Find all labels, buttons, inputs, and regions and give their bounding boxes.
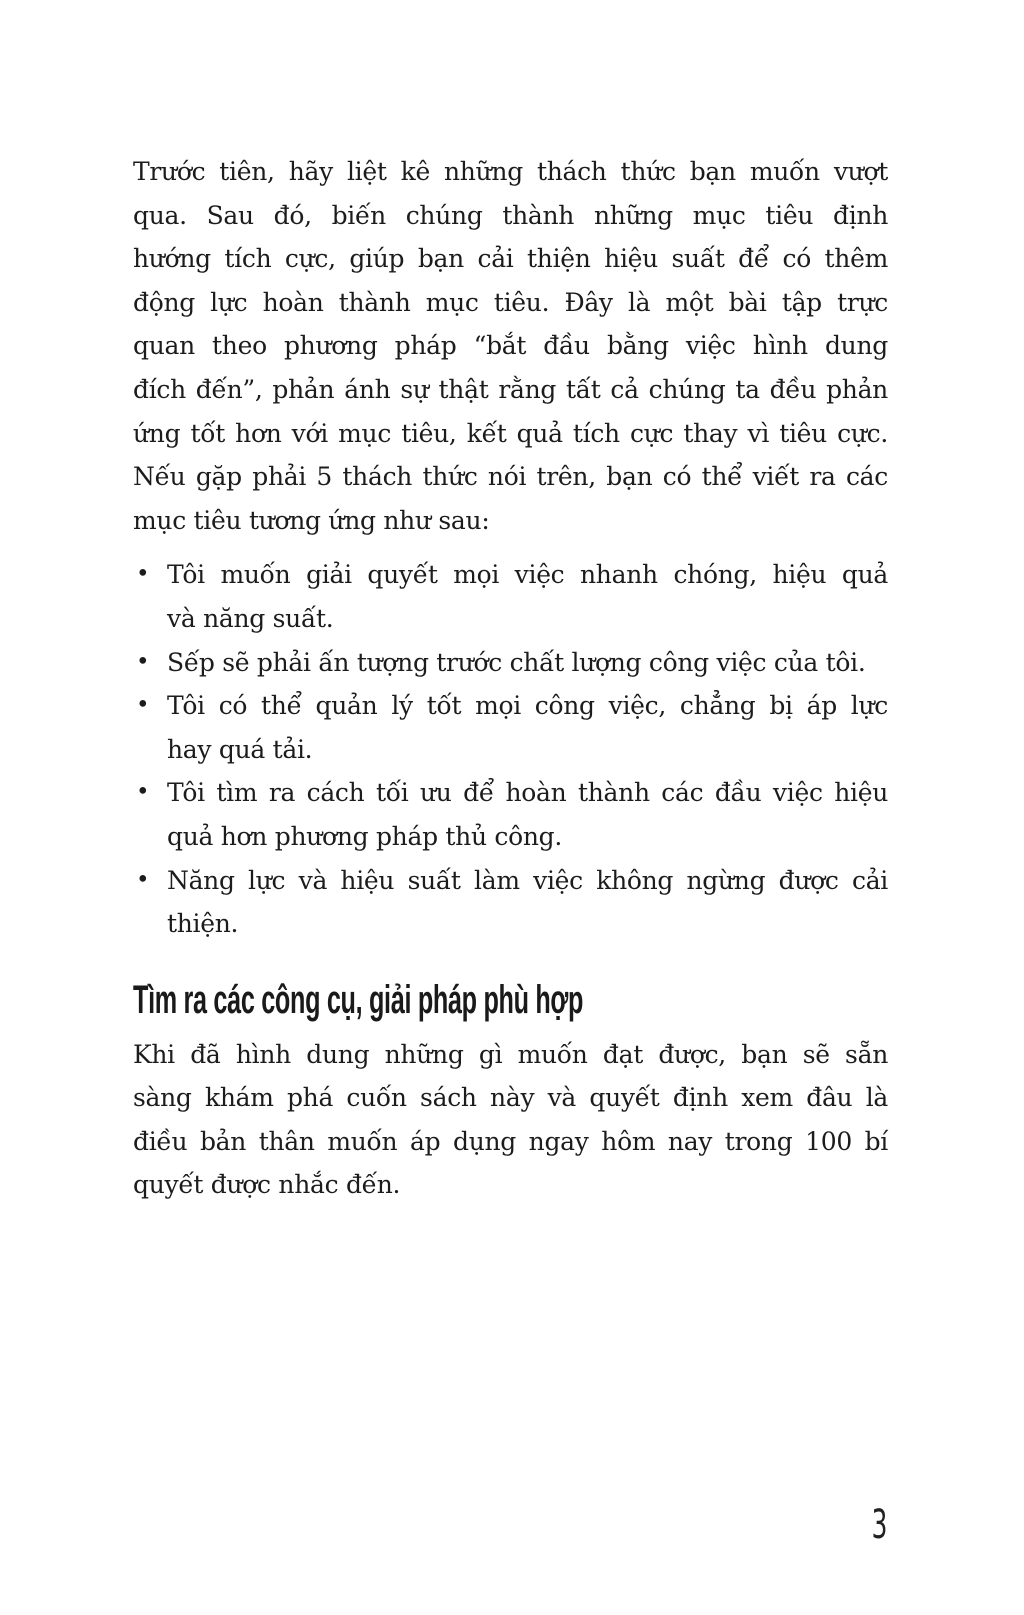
bullet-item [133, 684, 888, 771]
bullet-item [133, 553, 888, 640]
bullet-item [133, 859, 888, 946]
text-line: động lực hoàn thành mục tiêu. Đây là một bài tập trực [133, 287, 888, 317]
text-line: ứng tốt hơn với mục tiêu, kết quả tích cực thay vì tiêu cực. [133, 418, 888, 448]
goal-bullet-list [133, 553, 888, 945]
text-line: quả hơn phương pháp thủ công. [167, 821, 563, 851]
text-line: Sếp sẽ phải ấn tượng trước chất lượng công việc của tôi. [167, 647, 866, 677]
text-line: Tôi có thể quản lý tốt mọi công việc, chẳng bị áp lực [167, 691, 888, 721]
text-line: hay quá tải. [167, 734, 313, 764]
bullet-icon: • [136, 866, 150, 893]
text-line: quyết được nhắc đến. [133, 1170, 401, 1200]
bullet-icon: • [136, 779, 150, 806]
text-column [133, 0, 888, 1207]
text-line: mục tiêu tương ứng như sau: [133, 505, 490, 535]
bullet-icon: • [136, 648, 150, 675]
text-line: Trước tiên, hãy liệt kê những thách thức bạn muốn vượt [133, 157, 888, 186]
text-line: đích đến”, phản ánh sự thật rằng tất cả chúng ta đều phản [133, 374, 888, 404]
body-paragraph-1 [133, 150, 888, 542]
text-line: Tôi tìm ra cách tối ưu để hoàn thành các đầu việc hiệu [167, 778, 888, 808]
text-line: quan theo phương pháp “bắt đầu bằng việc hình dung [133, 331, 888, 361]
bullet-item [133, 771, 888, 858]
text-line: Nếu gặp phải 5 thách thức nói trên, bạn có thể viết ra các [133, 462, 888, 492]
text-line: qua. Sau đó, biến chúng thành những mục tiêu định [133, 200, 888, 230]
page-number: 3 [871, 1502, 887, 1548]
text-line: hướng tích cực, giúp bạn cải thiện hiệu suất để có thêm [133, 244, 888, 274]
body-paragraph-2 [133, 1033, 888, 1207]
text-line: Khi đã hình dung những gì muốn đạt được, bạn sẽ sẵn [133, 1039, 888, 1069]
text-line: Năng lực và hiệu suất làm việc không ngừng được cải [167, 865, 888, 895]
text-line: sàng khám phá cuốn sách này và quyết định xem đâu là [133, 1083, 888, 1113]
bullet-icon: • [136, 692, 150, 719]
text-line: và năng suất. [167, 603, 334, 633]
text-line: điều bản thân muốn áp dụng ngay hôm nay trong 100 bí [133, 1126, 888, 1156]
section-heading: Tìm ra các công cụ, giải pháp phù hợp [133, 977, 584, 1022]
bullet-icon: • [136, 561, 150, 588]
bullet-item [133, 641, 888, 685]
text-line: Tôi muốn giải quyết mọi việc nhanh chóng, hiệu quả [167, 560, 888, 590]
text-line: thiện. [167, 909, 239, 939]
